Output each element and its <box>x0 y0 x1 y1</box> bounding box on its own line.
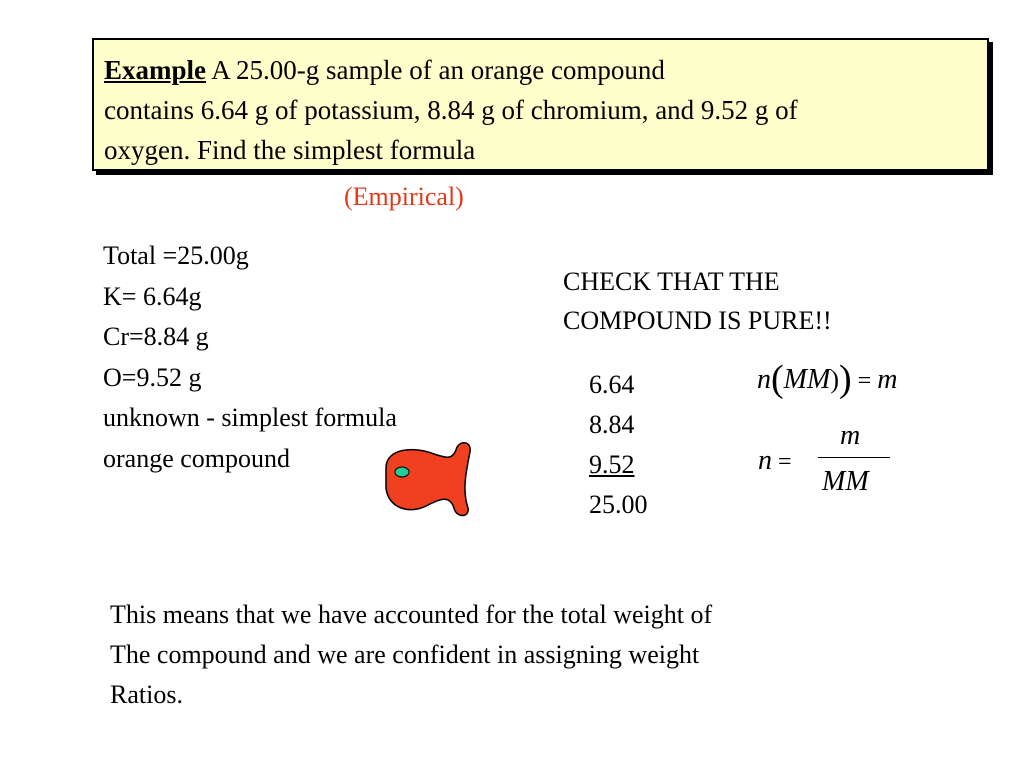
given-unknown: unknown - simplest formula <box>103 403 397 432</box>
formula2-n: n <box>758 445 772 476</box>
example-text-1: A 25.00-g sample of an orange compound <box>206 55 665 85</box>
formula1-m: m <box>877 364 898 395</box>
conclusion-line-2: The compound and we are confident in assigning weight <box>110 640 700 669</box>
formula2-denominator: MM <box>822 466 869 497</box>
example-line-3: oxygen. Find the simplest formula <box>104 135 476 165</box>
given-orange: orange compound <box>103 443 291 473</box>
formula1-equals: = <box>857 368 872 394</box>
check-note-line-1: CHECK THAT THE <box>563 267 780 296</box>
formula1-n: n <box>757 364 771 395</box>
example-label: Example <box>104 55 207 85</box>
formula1-open-paren: ( <box>771 358 784 400</box>
formula2-numerator: m <box>840 420 861 451</box>
formula-n-mm-equals-m <box>757 357 897 401</box>
sum-total: 25.00 <box>589 490 648 519</box>
sum-value-potassium: 6.64 <box>589 370 635 399</box>
fish-eye-icon <box>395 467 409 477</box>
example-line-2: contains 6.64 g of potassium, 8.84 g of chromium, and 9.52 g of <box>104 95 798 125</box>
formula1-inner-paren: ) <box>830 365 839 394</box>
formula1-mm: MM <box>783 364 831 395</box>
sum-value-chromium: 8.84 <box>589 410 635 439</box>
example-line-1 <box>104 50 977 90</box>
check-note <box>563 262 832 340</box>
check-note-line-2: COMPOUND IS PURE!! <box>563 306 832 335</box>
sum-list <box>589 365 648 525</box>
example-box <box>92 38 989 171</box>
conclusion <box>110 595 712 715</box>
formula2-fraction-bar <box>818 457 890 458</box>
empirical-note: (Empirical) <box>344 182 464 211</box>
conclusion-line-3: Ratios. <box>110 680 183 709</box>
given-list <box>103 236 397 479</box>
formula2-lhs <box>758 445 792 477</box>
conclusion-line-1: This means that we have accounted for the total weight of <box>110 600 713 629</box>
sum-value-oxygen: 9.52 <box>589 450 635 479</box>
given-total: Total =25.00g <box>103 241 249 270</box>
given-potassium: K= 6.64g <box>103 281 202 311</box>
formula2-equals: = <box>778 449 792 475</box>
given-chromium: Cr=8.84 g <box>103 322 209 351</box>
fish-body-shape <box>386 443 470 516</box>
fish-illustration <box>380 438 472 520</box>
given-oxygen: O=9.52 g <box>103 362 202 392</box>
formula1-close-paren: ) <box>838 358 852 400</box>
